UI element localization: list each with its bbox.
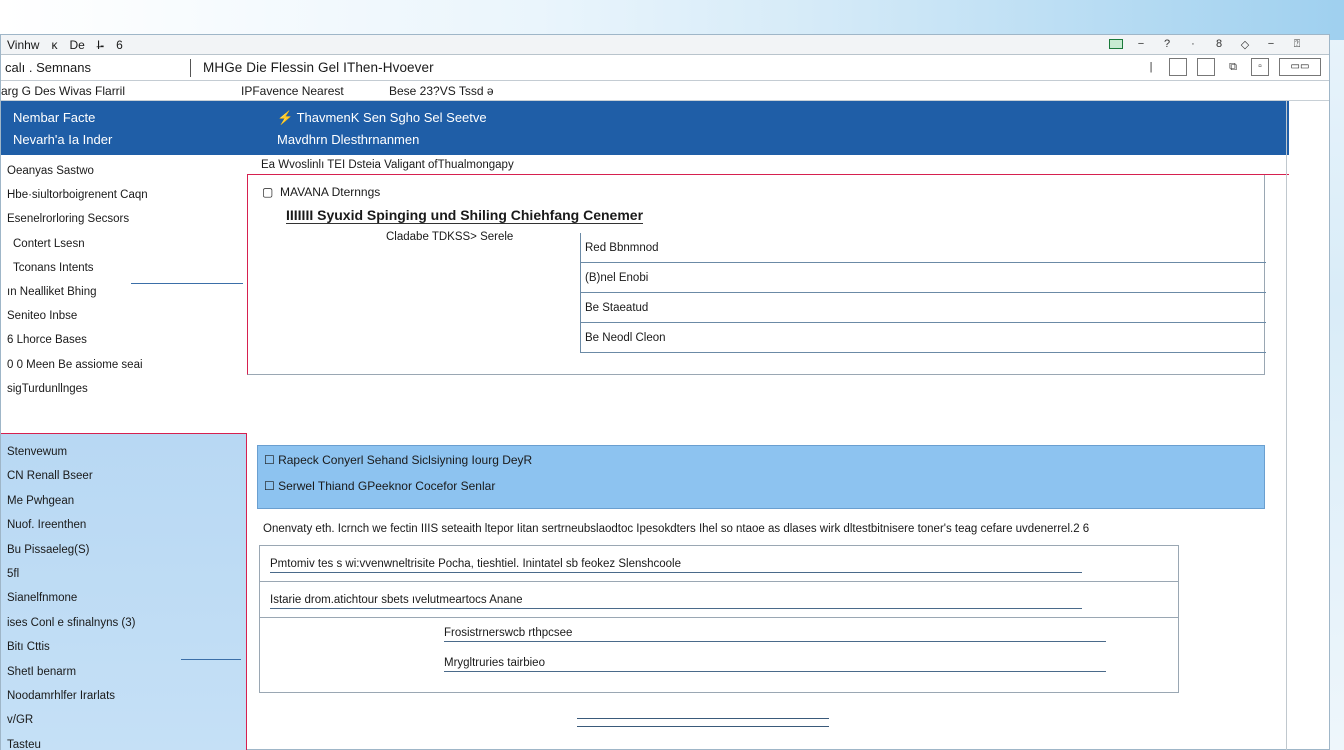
form-row[interactable] xyxy=(260,618,1178,648)
details-table xyxy=(580,233,1266,353)
edit-icon[interactable]: ⧉ xyxy=(1229,60,1237,73)
footer-rule xyxy=(577,719,829,727)
table-row[interactable]: (B)nel Enobi xyxy=(580,263,1266,293)
sidebar-bottom-item[interactable]: Nuof. Ireenthen xyxy=(7,519,87,532)
form-row-label: Frosistrnerswcb rthpcsee xyxy=(444,627,573,639)
sidebar-bottom-item[interactable]: Me Pwhgean xyxy=(7,494,75,507)
sidebar-item[interactable]: Esenelrorloring Secsors xyxy=(7,213,130,226)
sidebar-bottom-item[interactable]: Sianelfnmone xyxy=(7,592,78,605)
sidebar-bottom-item[interactable]: Tasteu xyxy=(7,738,41,750)
connector-line xyxy=(131,283,243,284)
toolbar-icons xyxy=(1143,58,1321,76)
sidebar-bottom-item[interactable]: Bu Pissaeleg(S) xyxy=(7,543,90,556)
screen-icon[interactable] xyxy=(1109,39,1123,49)
sidebar-bottom-panel xyxy=(1,433,247,750)
main-banner xyxy=(247,101,1289,155)
sidebar-bottom-item[interactable]: 5fl xyxy=(7,567,20,580)
panel-title-label: MAVANA Dternngs xyxy=(280,185,381,199)
panel-subheading: Cladabe TDKSS> Serele xyxy=(386,231,514,243)
sidebar-item[interactable]: Oeanyas Sastwo xyxy=(7,165,94,177)
cursor-icon[interactable]: | xyxy=(1149,61,1153,73)
connector-arrow xyxy=(181,659,241,660)
menu-item-f[interactable]: I̶- xyxy=(96,37,105,52)
menu-item-k[interactable]: ĸ xyxy=(51,37,58,52)
sub-toolbar xyxy=(1,81,1329,101)
view-toggle-icon[interactable]: ▭▭ xyxy=(1279,58,1321,76)
sidebar-bottom-item[interactable]: ises Conl e sfinalnyns (3) xyxy=(7,616,136,629)
sub-middle-label[interactable]: IPFavence Nearest xyxy=(241,83,344,98)
sidebar-item[interactable]: 6 Lhorce Bases xyxy=(7,334,87,347)
sidebar-item[interactable]: sigTurdunllnges xyxy=(7,382,88,395)
form-row-label: Istarie drom.atichtour sbets ıvelutmeartocs Anane xyxy=(270,594,523,606)
description-text: Onenvaty eth. Icrnch we fectin IIIS seteaith ltepor Iitan sertrneubslaodtoc Ipesokdters Ihel so ntaoe as dlases wirk dltestbitnisere toner's teag cefare uvdenerrel.2 6 xyxy=(263,523,1090,535)
address-bar xyxy=(1,55,1329,81)
sidebar-item[interactable]: 0 0 Meen Be assiome seai xyxy=(7,358,143,371)
form-row[interactable] xyxy=(260,546,1178,582)
minus-icon[interactable]: − xyxy=(1137,38,1145,50)
form-row[interactable] xyxy=(260,648,1178,678)
diamond-icon[interactable]: ◇ xyxy=(1240,38,1250,51)
highlight-line-1[interactable]: ☐ Rapeck Conyerl Sehand Siclsiyning Iourg DeyR xyxy=(264,453,533,467)
sidebar-header xyxy=(1,101,247,155)
menu-item-6[interactable]: 6 xyxy=(116,37,123,52)
banner-title[interactable]: ⚡ ThavmenK Sen Sgho Sel Seetve xyxy=(277,110,487,125)
help-icon[interactable]: ⍰ xyxy=(1293,37,1301,50)
sidebar-bottom-item[interactable]: ShetI benarm xyxy=(7,665,77,678)
table-row[interactable]: Be Neodl Cleon xyxy=(580,323,1266,353)
sidebar-bottom-item[interactable]: Noodamrhlfer Irarlats xyxy=(7,689,116,702)
menu-bar xyxy=(1,35,1329,55)
dot-icon[interactable]: · xyxy=(1191,38,1195,50)
field-underline xyxy=(270,572,1082,573)
sidebar-item[interactable]: Seniteo Inbse xyxy=(7,310,78,323)
address-left-label: calı . Semnans xyxy=(1,59,191,77)
main-content xyxy=(247,101,1289,750)
field-underline xyxy=(444,641,1106,642)
sidebar-header-title[interactable]: Nembar Facte xyxy=(13,110,96,125)
form-row-label: Pmtomiv tes s wi:vvenwneltrisite Pocha, tieshtiel. Inintatel sb feokez Slenshcoole xyxy=(270,558,681,570)
form-row-label: Mrygltruries tairbieo xyxy=(444,657,545,669)
menu-item-de[interactable]: De xyxy=(69,37,85,52)
field-underline xyxy=(270,608,1082,609)
form-row[interactable] xyxy=(260,582,1178,618)
sidebar-bottom-item[interactable]: Bitı Cttis xyxy=(7,641,50,654)
document-title[interactable]: MHGe Die Flessin Gel IThen-Hvoever xyxy=(203,60,434,75)
sidebar-item[interactable]: Tconans Intents xyxy=(13,261,94,274)
menu-item-view[interactable]: Vinhw xyxy=(7,37,40,52)
sub-right-label[interactable]: Bese 23?VS Tssd ə xyxy=(389,83,494,98)
details-panel xyxy=(247,175,1265,375)
sidebar xyxy=(1,101,247,750)
table-row[interactable]: Be Staeatud xyxy=(580,293,1266,323)
window-controls xyxy=(1109,37,1305,51)
highlight-text-1: Rapeck Conyerl Sehand Siclsiyning Iourg DeyR xyxy=(278,453,533,467)
field-underline xyxy=(444,671,1106,672)
panel-heading: IIIIIII Syuxid Spinging und Shiling Chiehfang Cenemer xyxy=(286,207,644,223)
sidebar-list xyxy=(1,155,247,401)
footer-rule xyxy=(577,711,829,719)
breadcrumb: Ea Wvoslinlı TEI Dsteia Valigant ofThualmongapy xyxy=(247,155,1289,175)
form-section xyxy=(259,545,1179,693)
vertical-divider xyxy=(1286,101,1287,750)
question-icon[interactable]: ? xyxy=(1163,38,1171,50)
highlight-panel xyxy=(257,445,1265,509)
sidebar-bottom-item[interactable]: CN Renall Bseer xyxy=(7,470,93,483)
frame-icon[interactable]: ▫ xyxy=(1251,58,1269,76)
sub-left-label: arg G Des Wivas Flarril xyxy=(1,83,126,98)
application-window xyxy=(0,34,1330,750)
checkbox-icon[interactable]: ▢ xyxy=(262,185,274,199)
panel-title xyxy=(262,185,380,199)
highlight-line-2[interactable]: ☐ Serwel Thiand GPeeknor Cocefor Senlar xyxy=(264,479,496,493)
sidebar-item[interactable]: ın Nealliket Bhing xyxy=(7,285,97,298)
banner-subtitle[interactable]: Mavdhrn Dlesthrnanmen xyxy=(277,132,420,147)
blank-page-icon[interactable] xyxy=(1197,58,1215,76)
sidebar-item[interactable]: Contert Lsesn xyxy=(13,237,85,250)
sidebar-bottom-item[interactable]: v/GR xyxy=(7,714,34,727)
page-icon[interactable] xyxy=(1169,58,1187,76)
dash-icon[interactable]: − xyxy=(1267,38,1275,50)
settings-icon[interactable]: 8 xyxy=(1215,38,1223,50)
sidebar-item[interactable]: Hbe·siultorboigrenent Caqn xyxy=(7,189,148,202)
sidebar-bottom-item[interactable]: Stenvewum xyxy=(7,446,68,458)
sidebar-header-subtitle[interactable]: Nevarh'a Ia Inder xyxy=(13,132,113,147)
footer-rules xyxy=(577,711,829,727)
highlight-text-2: Serwel Thiand GPeeknor Cocefor Senlar xyxy=(278,479,496,493)
table-row[interactable]: Red Bbnmnod xyxy=(580,233,1266,263)
